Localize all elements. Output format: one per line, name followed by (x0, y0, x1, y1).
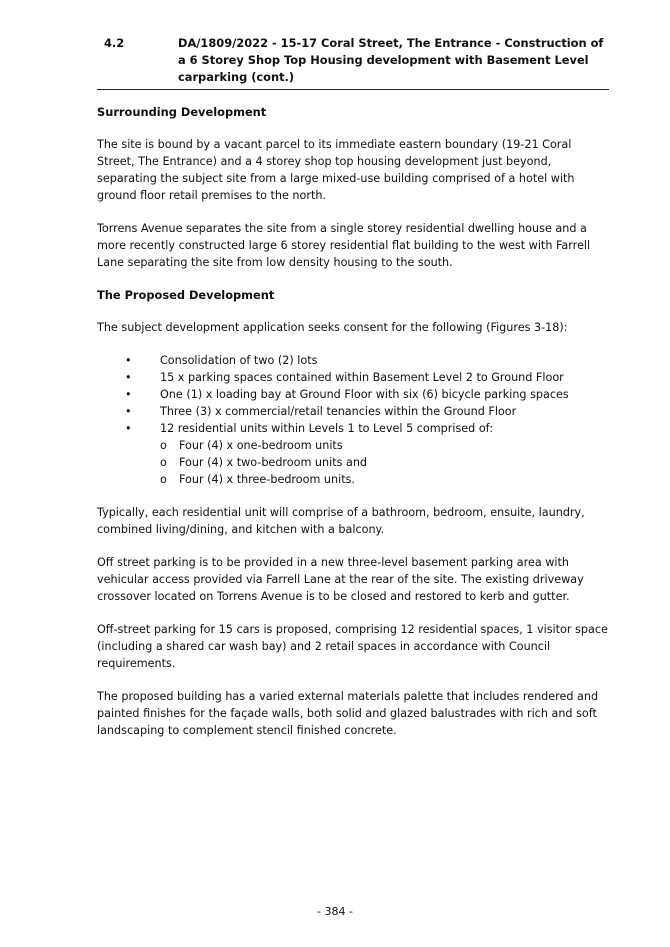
list-item (97, 420, 612, 488)
list-item (97, 369, 612, 386)
sub-list-item (160, 454, 612, 471)
page-header (97, 35, 609, 90)
bullet-icon: • (125, 354, 132, 367)
bullet-icon: • (125, 422, 132, 435)
surrounding-heading: Surrounding Development (97, 105, 267, 119)
item-title: DA/1809/2022 - 15-17 Coral Street, The Entrance - Construction of a 6 Storey Shop Top Housing development with Basement Level carparking (cont.) (178, 36, 604, 84)
page-number: - 384 - (317, 905, 353, 918)
sub-list-item-text: Four (4) x one-bedroom units (179, 439, 343, 452)
list-item (97, 352, 612, 369)
list-item-text: Consolidation of two (2) lots (160, 354, 318, 367)
circle-bullet-icon: o (160, 439, 167, 452)
list-item (97, 403, 612, 420)
unit-breakdown-list (160, 437, 612, 488)
bullet-icon: • (125, 388, 132, 401)
proposed-heading: The Proposed Development (97, 288, 275, 302)
parking-paragraph: Off street parking is to be provided in a new three-level basement parking area with vehicular access provided via Farrell Lane at the rear of the site. The existing driveway crossover located on Torrens Avenue is to be closed and restored to kerb and gutter. (97, 556, 584, 603)
list-item-text: 12 residential units within Levels 1 to Level 5 comprised of: (160, 422, 493, 435)
proposed-intro: The subject development application seeks consent for the following (Figures 3-18): (97, 321, 568, 334)
materials-paragraph: The proposed building has a varied external materials palette that includes rendered and painted finishes for the façade walls, both solid and glazed balustrades with rich and soft landscaping to complement stencil finished concrete. (97, 690, 599, 737)
typical-unit-paragraph: Typically, each residential unit will comprise of a bathroom, bedroom, ensuite, laundry, combined living/dining, and kitchen with a balcony. (97, 506, 585, 536)
proposal-list (97, 352, 612, 488)
sub-list-item (160, 471, 612, 488)
sub-list-item (160, 437, 612, 454)
sub-list-item-text: Four (4) x three-bedroom units. (179, 473, 355, 486)
surrounding-paragraph-1: The site is bound by a vacant parcel to its immediate eastern boundary (19-21 Coral Street, The Entrance) and a 4 storey shop top housing development just beyond, separating the subject site from a large mixed-use building comprised of a hotel with ground floor retail premises to the north. (97, 138, 575, 202)
sub-list-item-text: Four (4) x two-bedroom units and (179, 456, 368, 469)
bullet-icon: • (125, 371, 132, 384)
surrounding-paragraph-2: Torrens Avenue separates the site from a single storey residential dwelling house and a more recently constructed large 6 storey residential flat building to the west with Farrell Lane separating the site from low density housing to the south. (97, 222, 591, 269)
bullet-icon: • (125, 405, 132, 418)
car-spaces-paragraph: Off-street parking for 15 cars is proposed, comprising 12 residential spaces, 1 visitor space (including a shared car wash bay) and 2 retail spaces in accordance with Council requirements. (97, 623, 608, 670)
circle-bullet-icon: o (160, 473, 167, 486)
list-item (97, 386, 612, 403)
list-item-text: One (1) x loading bay at Ground Floor with six (6) bicycle parking spaces (160, 388, 569, 401)
item-number: 4.2 (104, 36, 125, 50)
circle-bullet-icon: o (160, 456, 167, 469)
list-item-text: 15 x parking spaces contained within Basement Level 2 to Ground Floor (160, 371, 564, 384)
list-item-text: Three (3) x commercial/retail tenancies within the Ground Floor (160, 405, 517, 418)
document-body (97, 104, 612, 755)
